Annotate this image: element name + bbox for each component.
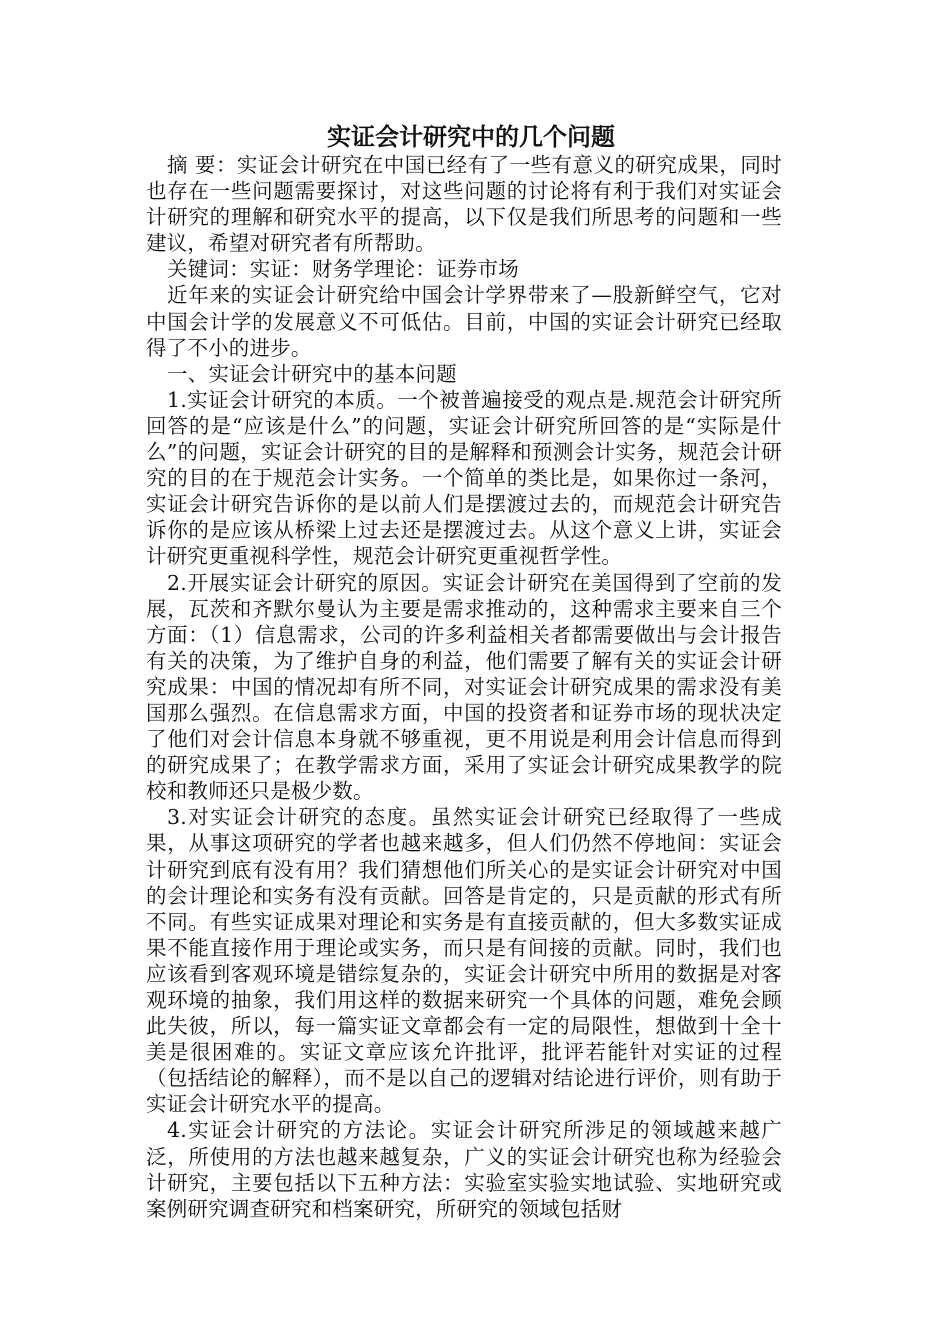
document-title: 实证会计研究中的几个问题 <box>327 122 615 151</box>
body-paragraph-4: 4.实证会计研究的方法论。实证会计研究所涉足的领域越来越广泛，所使用的方法也越来越复杂，广义的实证会计研究也称为经验会计研究，主要包括以下五种方法：实验室实验实地试验、实地研究或案例研究调查研究和档案研究，所研究的领域包括财 <box>146 1118 782 1221</box>
body-paragraph-3: 3.对实证会计研究的态度。虽然实证会计研究已经取得了一些成果，从事这项研究的学者也越来越多，但人们仍然不停地间：实证会计研究到底有没有用？我们猜想他们所关心的是实证会计研究对中国的会计理论和实务有没有贡献。回答是肯定的，只是贡献的形式有所不同。有些实证成果对理论和实务是有直接贡献的，但大多数实证成果不能直接作用于理论或实务，而只是有间接的贡献。同时，我们也应该看到客观环境是错综复杂的，实证会计研究中所用的数据是对客观环境的抽象，我们用这样的数据来研究一个具体的问题，难免会顾此失彼，所以，每一篇实证文章都会有一定的局限性，想做到十全十美是很困难的。实证文章应该允许批评，批评若能针对实证的过程（包括结论的解释），而不是以自己的逻辑对结论进行评价，则有助于实证会计研究水平的提高。 <box>146 805 782 1117</box>
document-page <box>146 122 782 1222</box>
body-paragraph-2: 2.开展实证会计研究的原因。实证会计研究在美国得到了空前的发展，瓦茨和齐默尔曼认为主要是需求推动的，这种需求主要来自三个方面：（1）信息需求，公司的许多利益相关者都需要做出与会计报告有关的决策，为了维护自身的利益，他们需要了解有关的实证会计研究成果：中国的情况却有所不同，对实证会计研究成果的需求没有美国那么强烈。在信息需求方面，中国的投资者和证券市场的现状决定了他们对会计信息本身就不够重视，更不用说是利用会计信息而得到的研究成果了；在教学需求方面，采用了实证会计研究成果教学的院校和教师还只是极少数。 <box>146 570 782 804</box>
intro-paragraph: 近年来的实证会计研究给中国会计学界带来了—股新鲜空气，它对中国会计学的发展意义不可低估。目前，中国的实证会计研究已经取得了不小的进步。 <box>146 283 782 360</box>
keywords-paragraph: 关键词：实证：财务学理论：证券市场 <box>167 257 519 282</box>
abstract-paragraph: 摘 要：实证会计研究在中国已经有了一些有意义的研究成果，同时也存在一些问题需要探讨，对这些问题的讨论将有利于我们对实证会计研究的理解和研究水平的提高，以下仅是我们所思考的问题和一些建议，希望对研究者有所帮助。 <box>146 153 782 256</box>
section-heading: 一、实证会计研究中的基本问题 <box>167 361 457 386</box>
body-paragraph-1: 1.实证会计研究的本质。一个被普遍接受的观点是.规范会计研究所回答的是“应该是什么”的问题，实证会计研究所回答的是“实际是什么”的问题，实证会计研究的目的是解释和预测会计实务，规范会计研究的目的在于规范会计实务。一个简单的类比是，如果你过一条河，实证会计研究告诉你的是以前人们是摆渡过去的，而规范会计研究告诉你的是应该从桥梁上过去还是摆渡过去。从这个意义上讲，实证会计研究更重视科学性，规范会计研究更重视哲学性。 <box>146 387 782 569</box>
